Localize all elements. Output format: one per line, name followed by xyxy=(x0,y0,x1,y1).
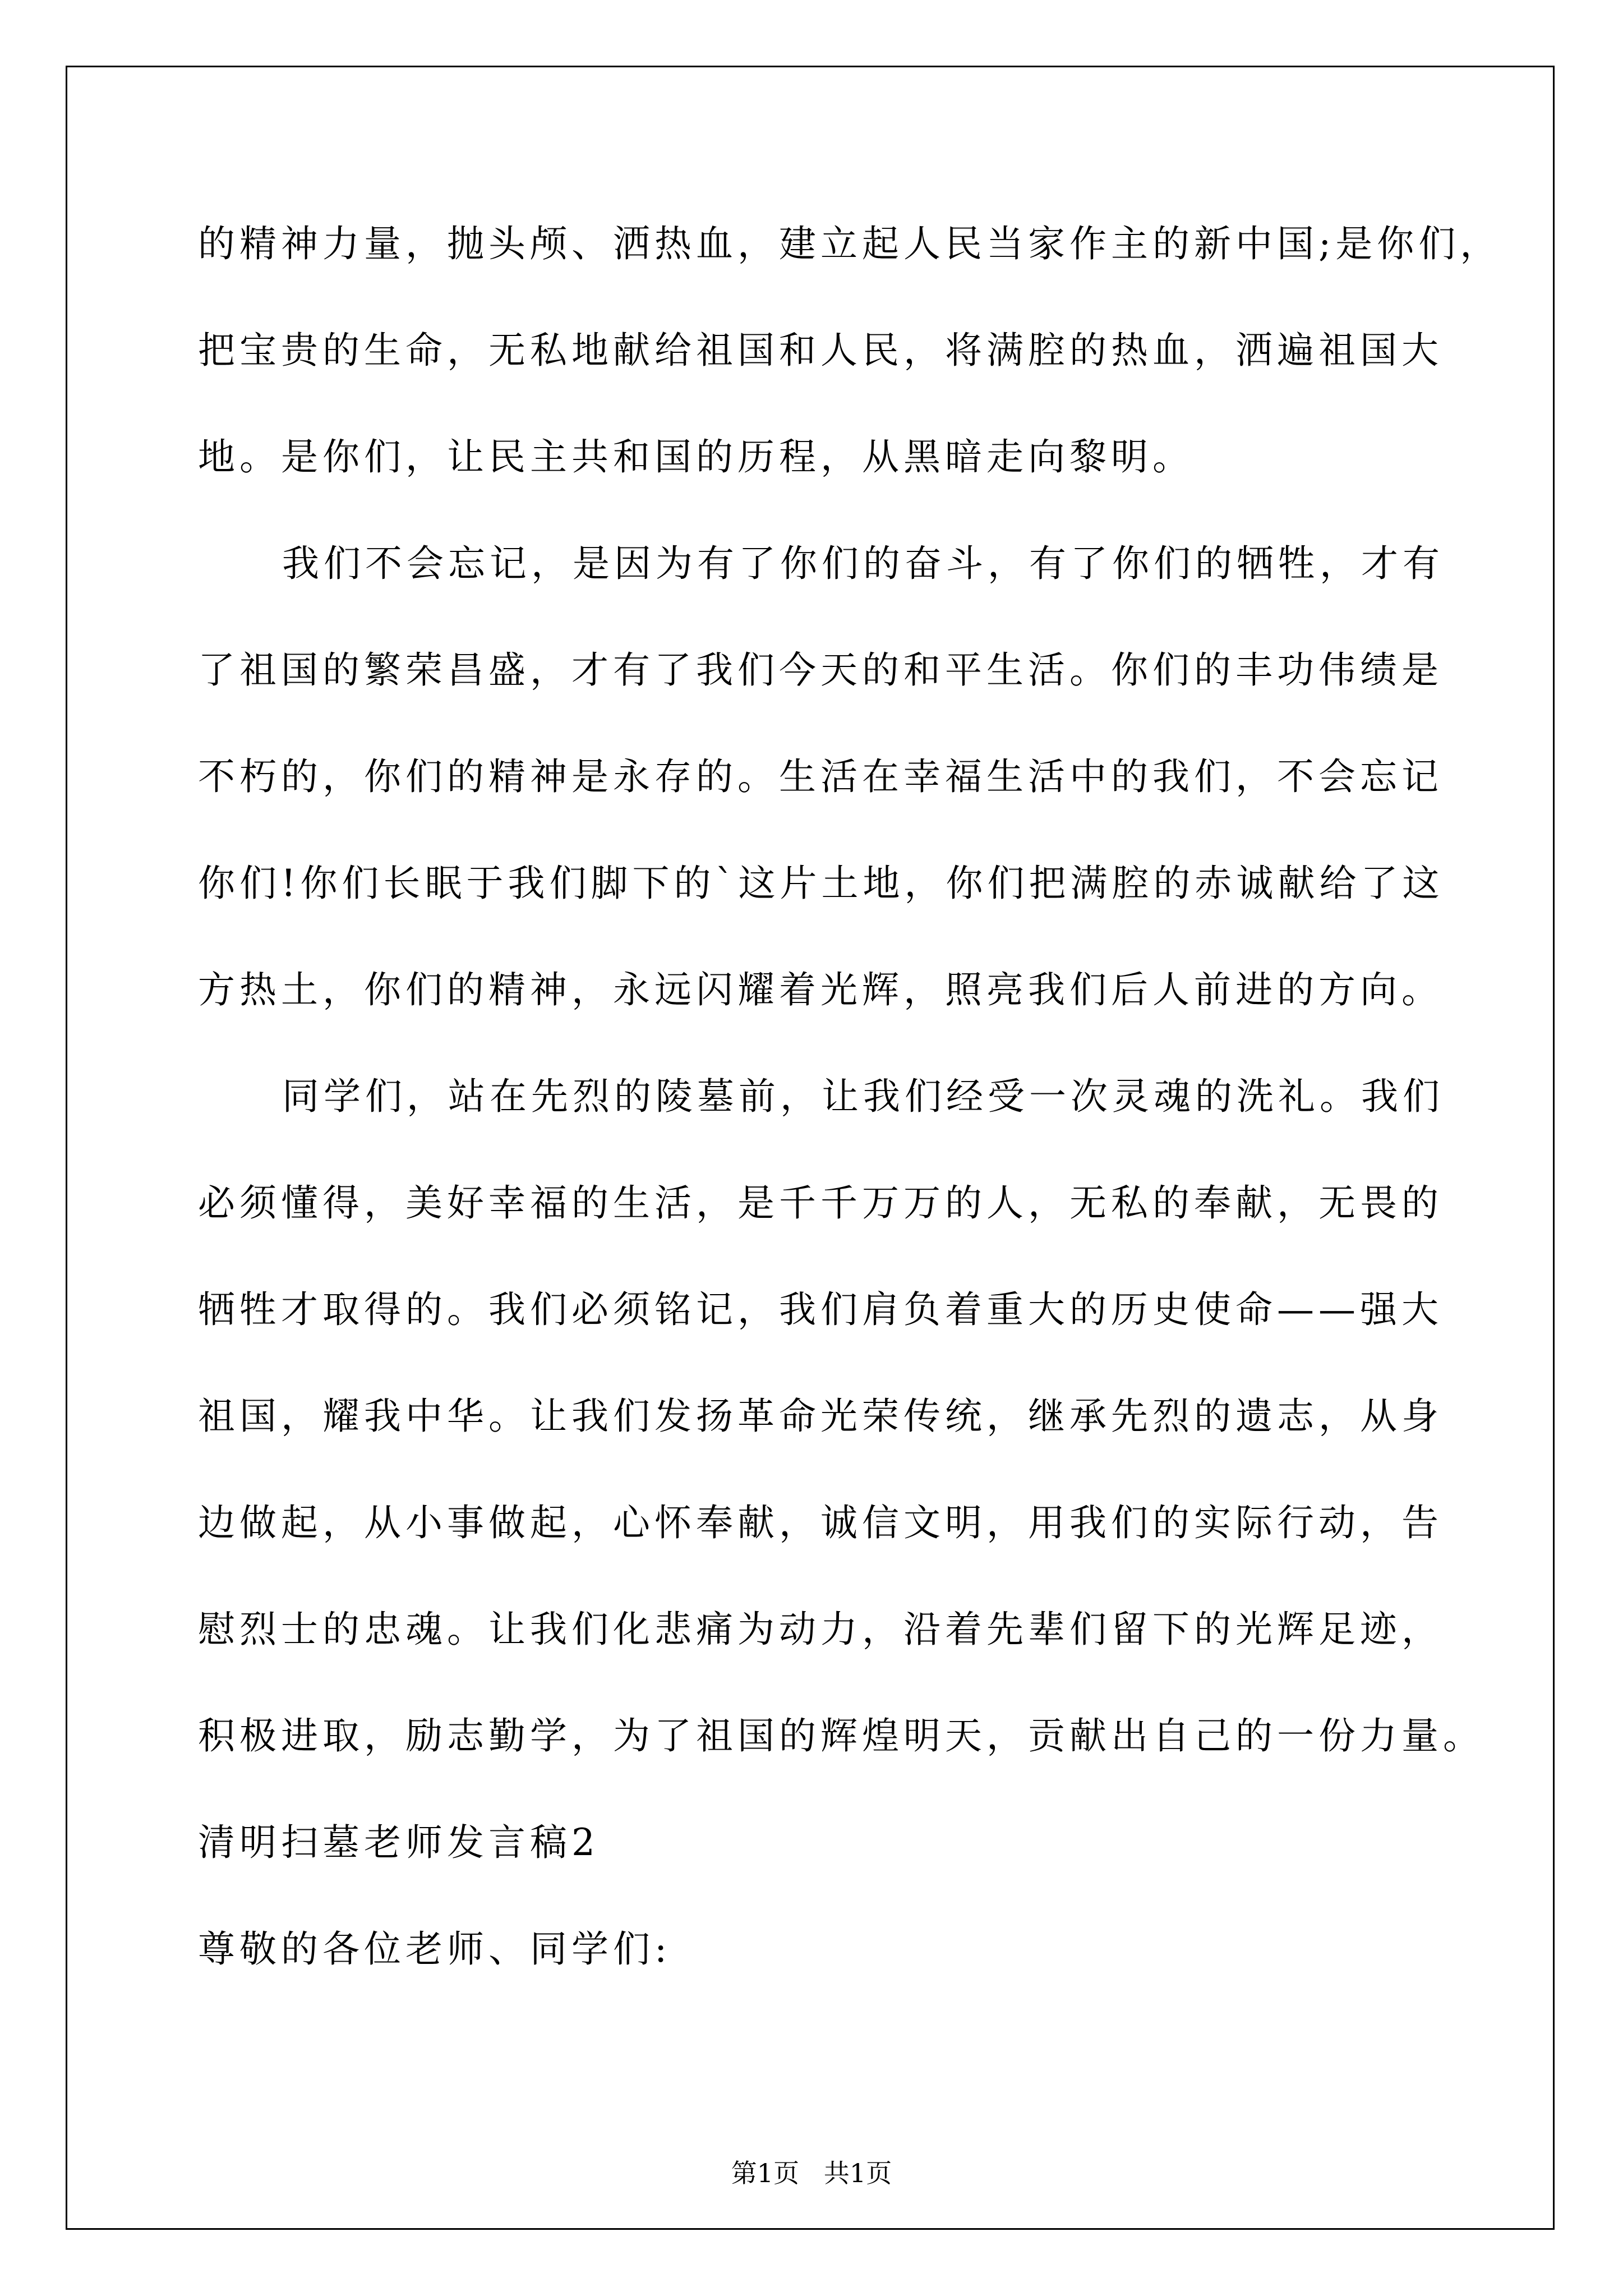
paragraph-start-line: 同学们，站在先烈的陵墓前，让我们经受一次灵魂的洗礼。我们 xyxy=(282,1075,1444,1118)
text-line: 你们!你们长眠于我们脚下的`这片土地，你们把满腔的赤诚献给了这 xyxy=(198,862,1444,905)
text-line: 祖国，耀我中华。让我们发扬革命光荣传统，继承先烈的遗志，从身 xyxy=(198,1395,1443,1438)
text-line: 不朽的，你们的精神是永存的。生活在幸福生活中的我们，不会忘记 xyxy=(198,755,1443,798)
text-line: 必须懂得，美好幸福的生活，是千千万万的人，无私的奉献，无畏的 xyxy=(198,1181,1443,1225)
text-line: 慰烈士的忠魂。让我们化悲痛为动力，沿着先辈们留下的光辉足迹， xyxy=(198,1608,1443,1651)
text-line: 了祖国的繁荣昌盛，才有了我们今天的和平生活。你们的丰功伟绩是 xyxy=(198,648,1443,692)
text-line: 把宝贵的生命，无私地献给祖国和人民，将满腔的热血，洒遍祖国大 xyxy=(198,329,1443,372)
text-line: 地。是你们，让民主共和国的历程，从黑暗走向黎明。 xyxy=(198,435,1194,478)
section-title: 清明扫墓老师发言稿2 xyxy=(198,1821,600,1864)
document-body xyxy=(198,210,1502,2022)
paragraph-start-line: 我们不会忘记，是因为有了你们的奋斗，有了你们的牺牲，才有 xyxy=(282,542,1444,585)
page-footer: 第1页 共1页 xyxy=(731,2158,892,2188)
salutation: 尊敬的各位老师、同学们: xyxy=(198,1927,672,1971)
text-line: 积极进取，励志勤学，为了祖国的辉煌明天，贡献出自己的一份力量。 xyxy=(198,1714,1484,1757)
text-line: 的精神力量，抛头颅、洒热血，建立起人民当家作主的新中国;是你们， xyxy=(198,222,1502,265)
text-line: 边做起，从小事做起，心怀奉献，诚信文明，用我们的实际行动，告 xyxy=(198,1501,1443,1544)
text-line: 方热土，你们的精神，永远闪耀着光辉，照亮我们后人前进的方向。 xyxy=(198,968,1443,1011)
text-line: 牺牲才取得的。我们必须铭记，我们肩负着重大的历史使命——强大 xyxy=(198,1288,1443,1331)
